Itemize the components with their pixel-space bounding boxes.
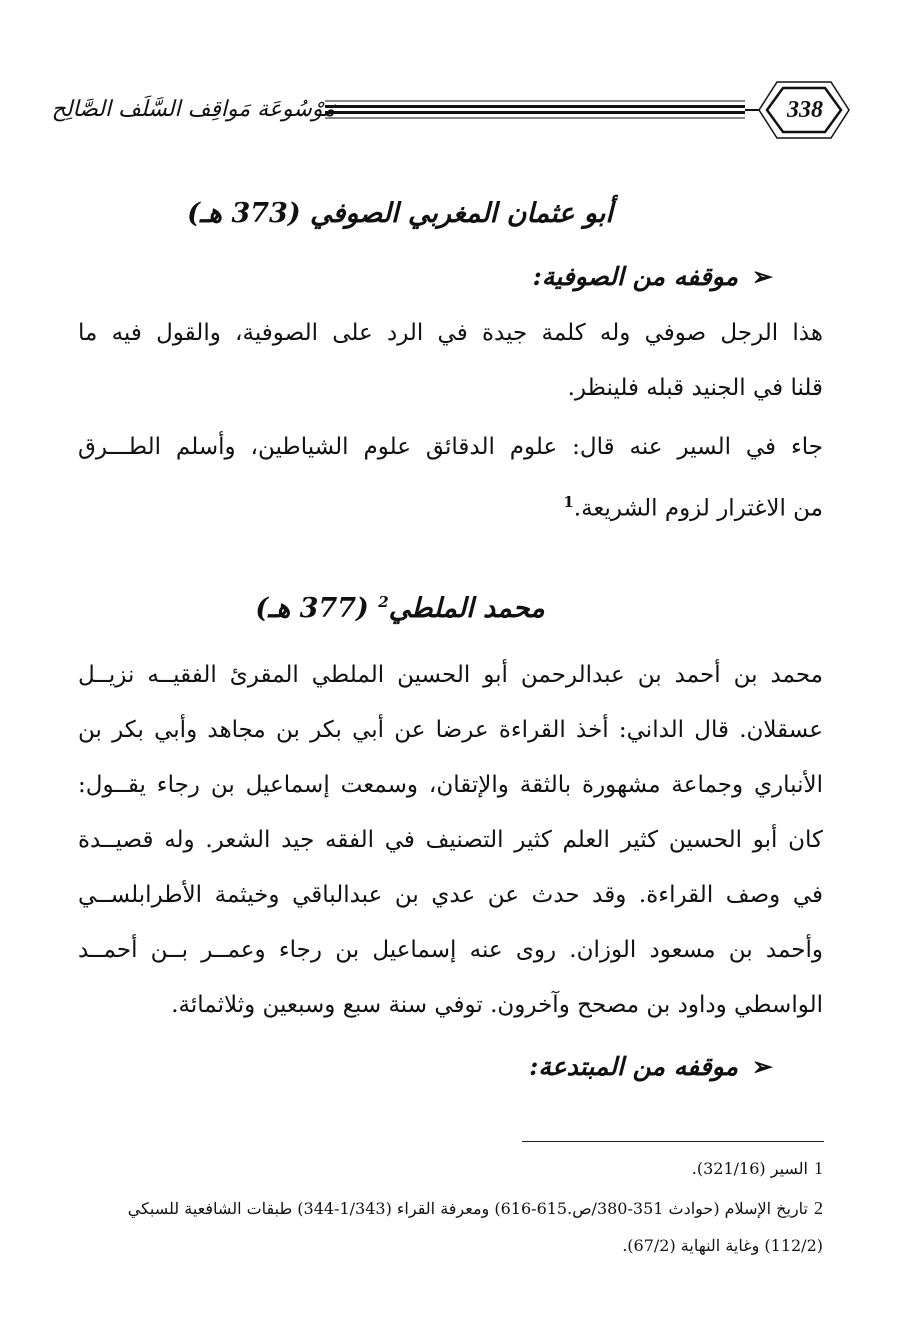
footnote-2 xyxy=(128,1198,823,1219)
para-line-text: من الاغترار لزوم الشريعة. xyxy=(573,495,823,522)
para-line xyxy=(78,475,823,530)
para-line: قلنا في الجنيد قبله فلينظر. xyxy=(567,375,823,401)
para-line: الأنباري وجماعة مشهورة بالثقة والإتقان، وسمعت إسماعيل بن رجاء يقــول: xyxy=(78,772,823,798)
para-line: جاء في السير عنه قال: علوم الدقائق علوم الشياطين، وأسلم الطـــرق xyxy=(78,434,823,460)
section2-heading-name: محمد الملطي xyxy=(388,593,545,624)
para-line: محمد بن أحمد بن عبدالرحمن أبو الحسين الملطي المقرئ الفقيــه نزيــل xyxy=(78,662,823,688)
section2-subheading-text: موقفه من المبتدعة: xyxy=(529,1052,739,1081)
para-line: في وصف القراءة. وقد حدث عن عدي بن عبدالباقي وخيثمة الأطرابلســي xyxy=(78,882,823,908)
arrowhead-icon: ➢ xyxy=(752,262,773,291)
footnote-ref: 2 xyxy=(378,593,389,611)
para-line: وأحمد بن مسعود الوزان. روى عنه إسماعيل بن رجاء وعمــر بــن أحمــد xyxy=(78,937,823,963)
para-line: كان أبو الحسين كثير العلم كثير التصنيف في الفقه جيد الشعر. وله قصيــدة xyxy=(78,827,823,853)
section2-heading xyxy=(100,593,700,624)
para-line: الواسطي وداود بن مصحح وآخرون. توفي سنة سبع وسبعين وثلاثمائة. xyxy=(171,992,823,1018)
footnote-2-continuation: (112/2) وغاية النهاية (67/2). xyxy=(622,1236,823,1255)
footnote-number: 1 xyxy=(814,1158,823,1178)
section2-subheading xyxy=(529,1052,773,1081)
section1-heading: أبو عثمان المغربي الصوفي (373 هـ) xyxy=(187,198,613,229)
section1-paragraph1 xyxy=(78,306,823,416)
page-number: 338 xyxy=(787,97,823,123)
footnote-text: السير (321/16). xyxy=(691,1159,808,1178)
page-header xyxy=(51,70,885,150)
arrowhead-icon: ➢ xyxy=(752,1052,773,1081)
footnote-1 xyxy=(692,1158,823,1179)
section1-subheading-text: موقفه من الصوفية: xyxy=(532,262,739,291)
footnote-number: 2 xyxy=(814,1198,823,1218)
para-line: هذا الرجل صوفي وله كلمة جيدة في الرد على الصوفية، والقول فيه ما xyxy=(78,320,823,346)
footnote-divider xyxy=(522,1141,824,1142)
footnote-ref: 1 xyxy=(563,493,574,511)
section2-paragraph xyxy=(78,648,823,1033)
section2-heading-date: (377 هـ) xyxy=(255,593,369,624)
footnote-text: تاريخ الإسلام (حوادث 351-380/ص.615-616) ومعرفة القراء (1/343-344) طبقات الشافعية للسبكي xyxy=(127,1199,808,1218)
series-title: مَوْسُوعَة مَواقِف السَّلَف الصَّالِح xyxy=(51,97,335,122)
para-line: عسقلان. قال الداني: أخذ القراءة عرضا عن أبي بكر بن مجاهد وأبي بكر بن xyxy=(78,717,823,743)
section1-paragraph2 xyxy=(78,420,823,530)
section1-subheading xyxy=(533,262,773,291)
